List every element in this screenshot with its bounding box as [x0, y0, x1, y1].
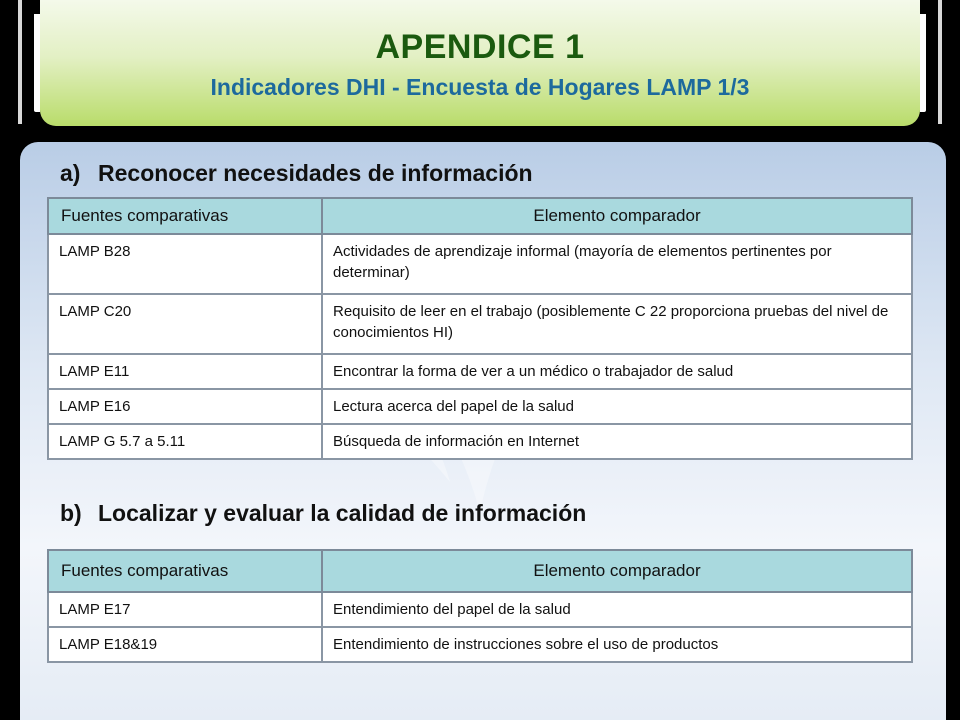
slide-header	[40, 0, 920, 126]
table-row	[48, 354, 912, 389]
source-cell: LAMP E16	[48, 389, 322, 424]
section-a-heading	[60, 160, 533, 187]
source-cell: LAMP B28	[48, 234, 322, 294]
element-cell: Entendimiento de instrucciones sobre el uso de productos	[322, 627, 912, 662]
element-cell: Requisito de leer en el trabajo (posiblemente C 22 proporciona pruebas del nivel de conocimientos HI)	[322, 294, 912, 354]
table-b	[47, 549, 913, 663]
table-row	[48, 389, 912, 424]
table-row	[48, 234, 912, 294]
element-cell: Búsqueda de información en Internet	[322, 424, 912, 459]
table-a	[47, 197, 913, 460]
section-b-letter: b)	[60, 500, 82, 526]
table-row	[48, 424, 912, 459]
source-cell: LAMP E11	[48, 354, 322, 389]
column-header-sources: Fuentes comparativas	[48, 198, 322, 234]
element-cell: Lectura acerca del papel de la salud	[322, 389, 912, 424]
source-cell: LAMP E18&19	[48, 627, 322, 662]
table-row	[48, 592, 912, 627]
column-header-sources: Fuentes comparativas	[48, 550, 322, 592]
section-a-letter: a)	[60, 160, 81, 186]
slide-title: APENDICE 1	[375, 28, 585, 66]
section-b-heading	[60, 500, 586, 527]
element-cell: Actividades de aprendizaje informal (mayoría de elementos pertinentes por determinar)	[322, 234, 912, 294]
column-header-element: Elemento comparador	[322, 198, 912, 234]
slide-subtitle: Indicadores DHI - Encuesta de Hogares LAMP 1/3	[210, 74, 750, 100]
source-cell: LAMP C20	[48, 294, 322, 354]
section-b-title: Localizar y evaluar la calidad de información	[98, 500, 587, 526]
table-row	[48, 294, 912, 354]
table-header-row	[48, 550, 912, 592]
source-cell: LAMP G 5.7 a 5.11	[48, 424, 322, 459]
element-cell: Entendimiento del papel de la salud	[322, 592, 912, 627]
column-header-element: Elemento comparador	[322, 550, 912, 592]
table-row	[48, 627, 912, 662]
table-header-row	[48, 198, 912, 234]
section-a-title: Reconocer necesidades de información	[98, 160, 533, 186]
element-cell: Encontrar la forma de ver a un médico o trabajador de salud	[322, 354, 912, 389]
source-cell: LAMP E17	[48, 592, 322, 627]
